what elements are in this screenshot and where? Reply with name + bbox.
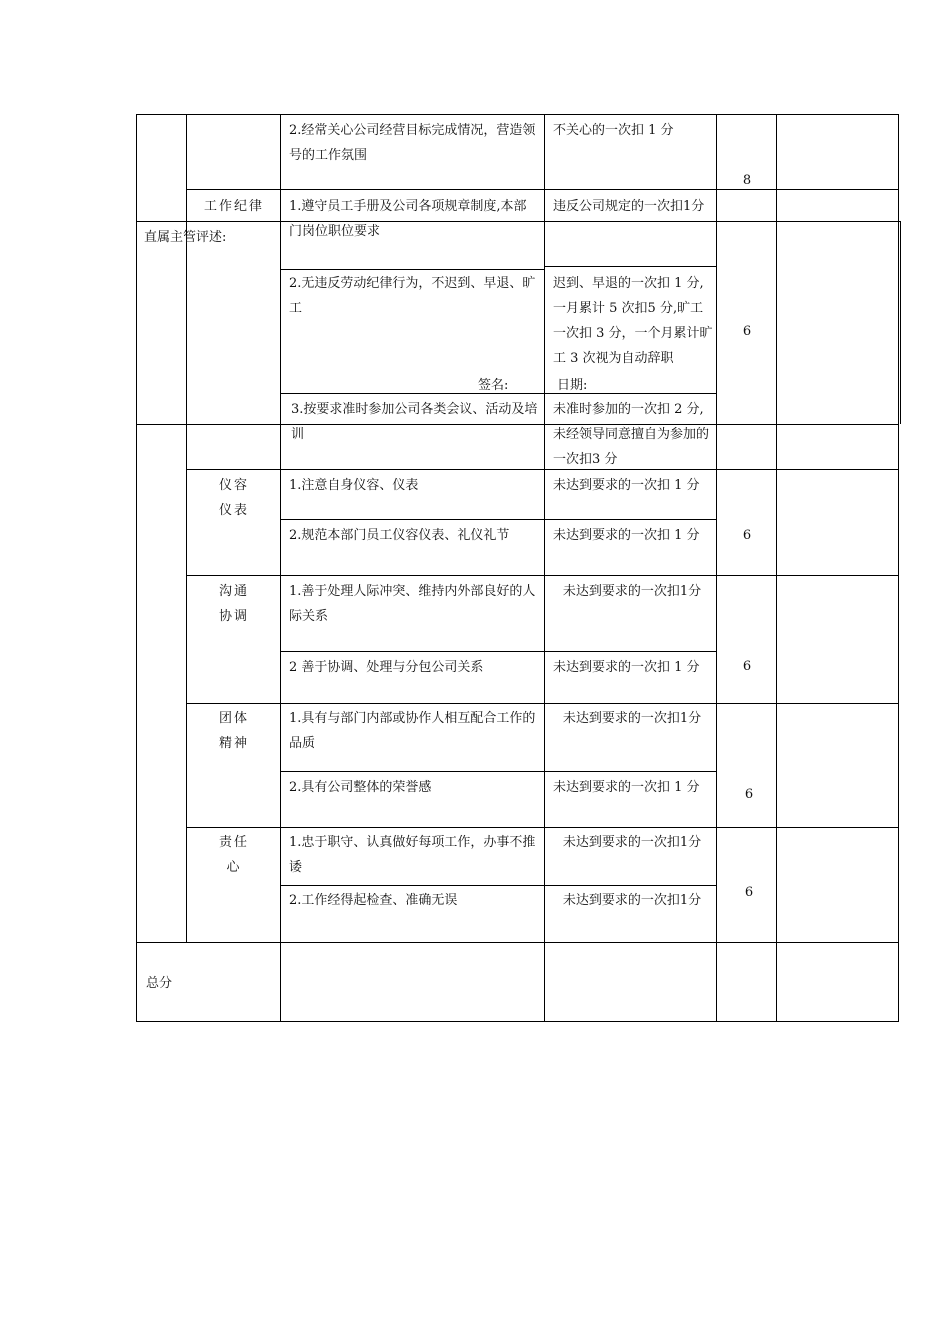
deduction-communication-2: 未达到要求的一次扣 1 分 xyxy=(553,660,700,675)
deduction-team-1: 未达到要求的一次扣1分 xyxy=(562,711,702,726)
deduction-communication-1: 未达到要求的一次扣1分 xyxy=(562,584,702,599)
score-communication: 6 xyxy=(742,659,752,674)
criterion-responsibility-2: 2.工作经得起检查、准确无误 xyxy=(289,893,458,908)
criterion-discipline-3: 3.按要求准时参加公司各类会议、活动及培训 xyxy=(291,402,538,442)
deduction-responsibility-1: 未达到要求的一次扣1分 xyxy=(562,835,702,850)
criterion-responsibility-1: 1.忠于职守、认真做好每项工作，办事不推诿 xyxy=(289,835,536,875)
deduction-responsibility-2: 未达到要求的一次扣1分 xyxy=(562,893,702,908)
supervisor-comment-label: 直属主管评述: xyxy=(144,230,227,245)
category-team-spirit: 团体精神 xyxy=(218,711,249,751)
category-responsibility: 责任心 xyxy=(218,835,249,875)
deduction-appearance-2: 未达到要求的一次扣 1 分 xyxy=(553,528,700,543)
date-label: 日期: xyxy=(557,378,588,393)
score-appearance: 6 xyxy=(742,528,752,543)
score-responsibility: 6 xyxy=(744,885,754,900)
criterion-appearance-2: 2.规范本部门员工仪容仪表、礼仪礼节 xyxy=(289,528,510,543)
category-work-discipline: 工作纪律 xyxy=(203,199,264,214)
category-communication: 沟通协调 xyxy=(218,584,249,624)
deduction-discipline-1: 违反公司规定的一次扣1分 xyxy=(553,199,705,214)
criterion-discipline-1: 1.遵守员工手册及公司各项规章制度,本部门岗位职位要求 xyxy=(289,199,527,239)
score-work-discipline: 6 xyxy=(742,324,752,339)
criterion-appearance-1: 1.注意自身仪容、仪表 xyxy=(289,478,419,493)
deduction-team-2: 未达到要求的一次扣 1 分 xyxy=(553,780,700,795)
criterion-discipline-2: 2.无违反劳动纪律行为，不迟到、早退、旷工 xyxy=(289,276,536,316)
criterion-communication-2: 2 善于协调、处理与分包公司关系 xyxy=(289,660,484,675)
score-team-spirit: 6 xyxy=(744,787,754,802)
deduction-appearance-1: 未达到要求的一次扣 1 分 xyxy=(553,478,700,493)
deduction-management-target: 不关心的一次扣 1 分 xyxy=(553,123,674,138)
deduction-discipline-2: 迟到、早退的一次扣 1 分,一月累计 5 次扣5 分,旷工一次扣 3 分，一个月累计旷工 3 次视为自动辞职 xyxy=(553,276,713,366)
criterion-communication-1: 1.善于处理人际冲突、维持内外部良好的人际关系 xyxy=(289,584,536,624)
deduction-discipline-3: 未准时参加的一次扣 2 分,未经领导同意擅自为参加的一次扣3 分 xyxy=(553,402,710,467)
total-label: 总分 xyxy=(146,976,173,991)
signature-label: 签名: xyxy=(478,378,509,393)
category-appearance: 仪容仪表 xyxy=(218,478,249,518)
score-management-target: 8 xyxy=(742,173,752,188)
criterion-management-target: 2.经常关心公司经营目标完成情况，营造领号的工作氛围 xyxy=(289,123,536,163)
criterion-team-2: 2.具有公司整体的荣誉感 xyxy=(289,780,432,795)
criterion-team-1: 1.具有与部门内部或协作人相互配合工作的品质 xyxy=(289,711,536,751)
